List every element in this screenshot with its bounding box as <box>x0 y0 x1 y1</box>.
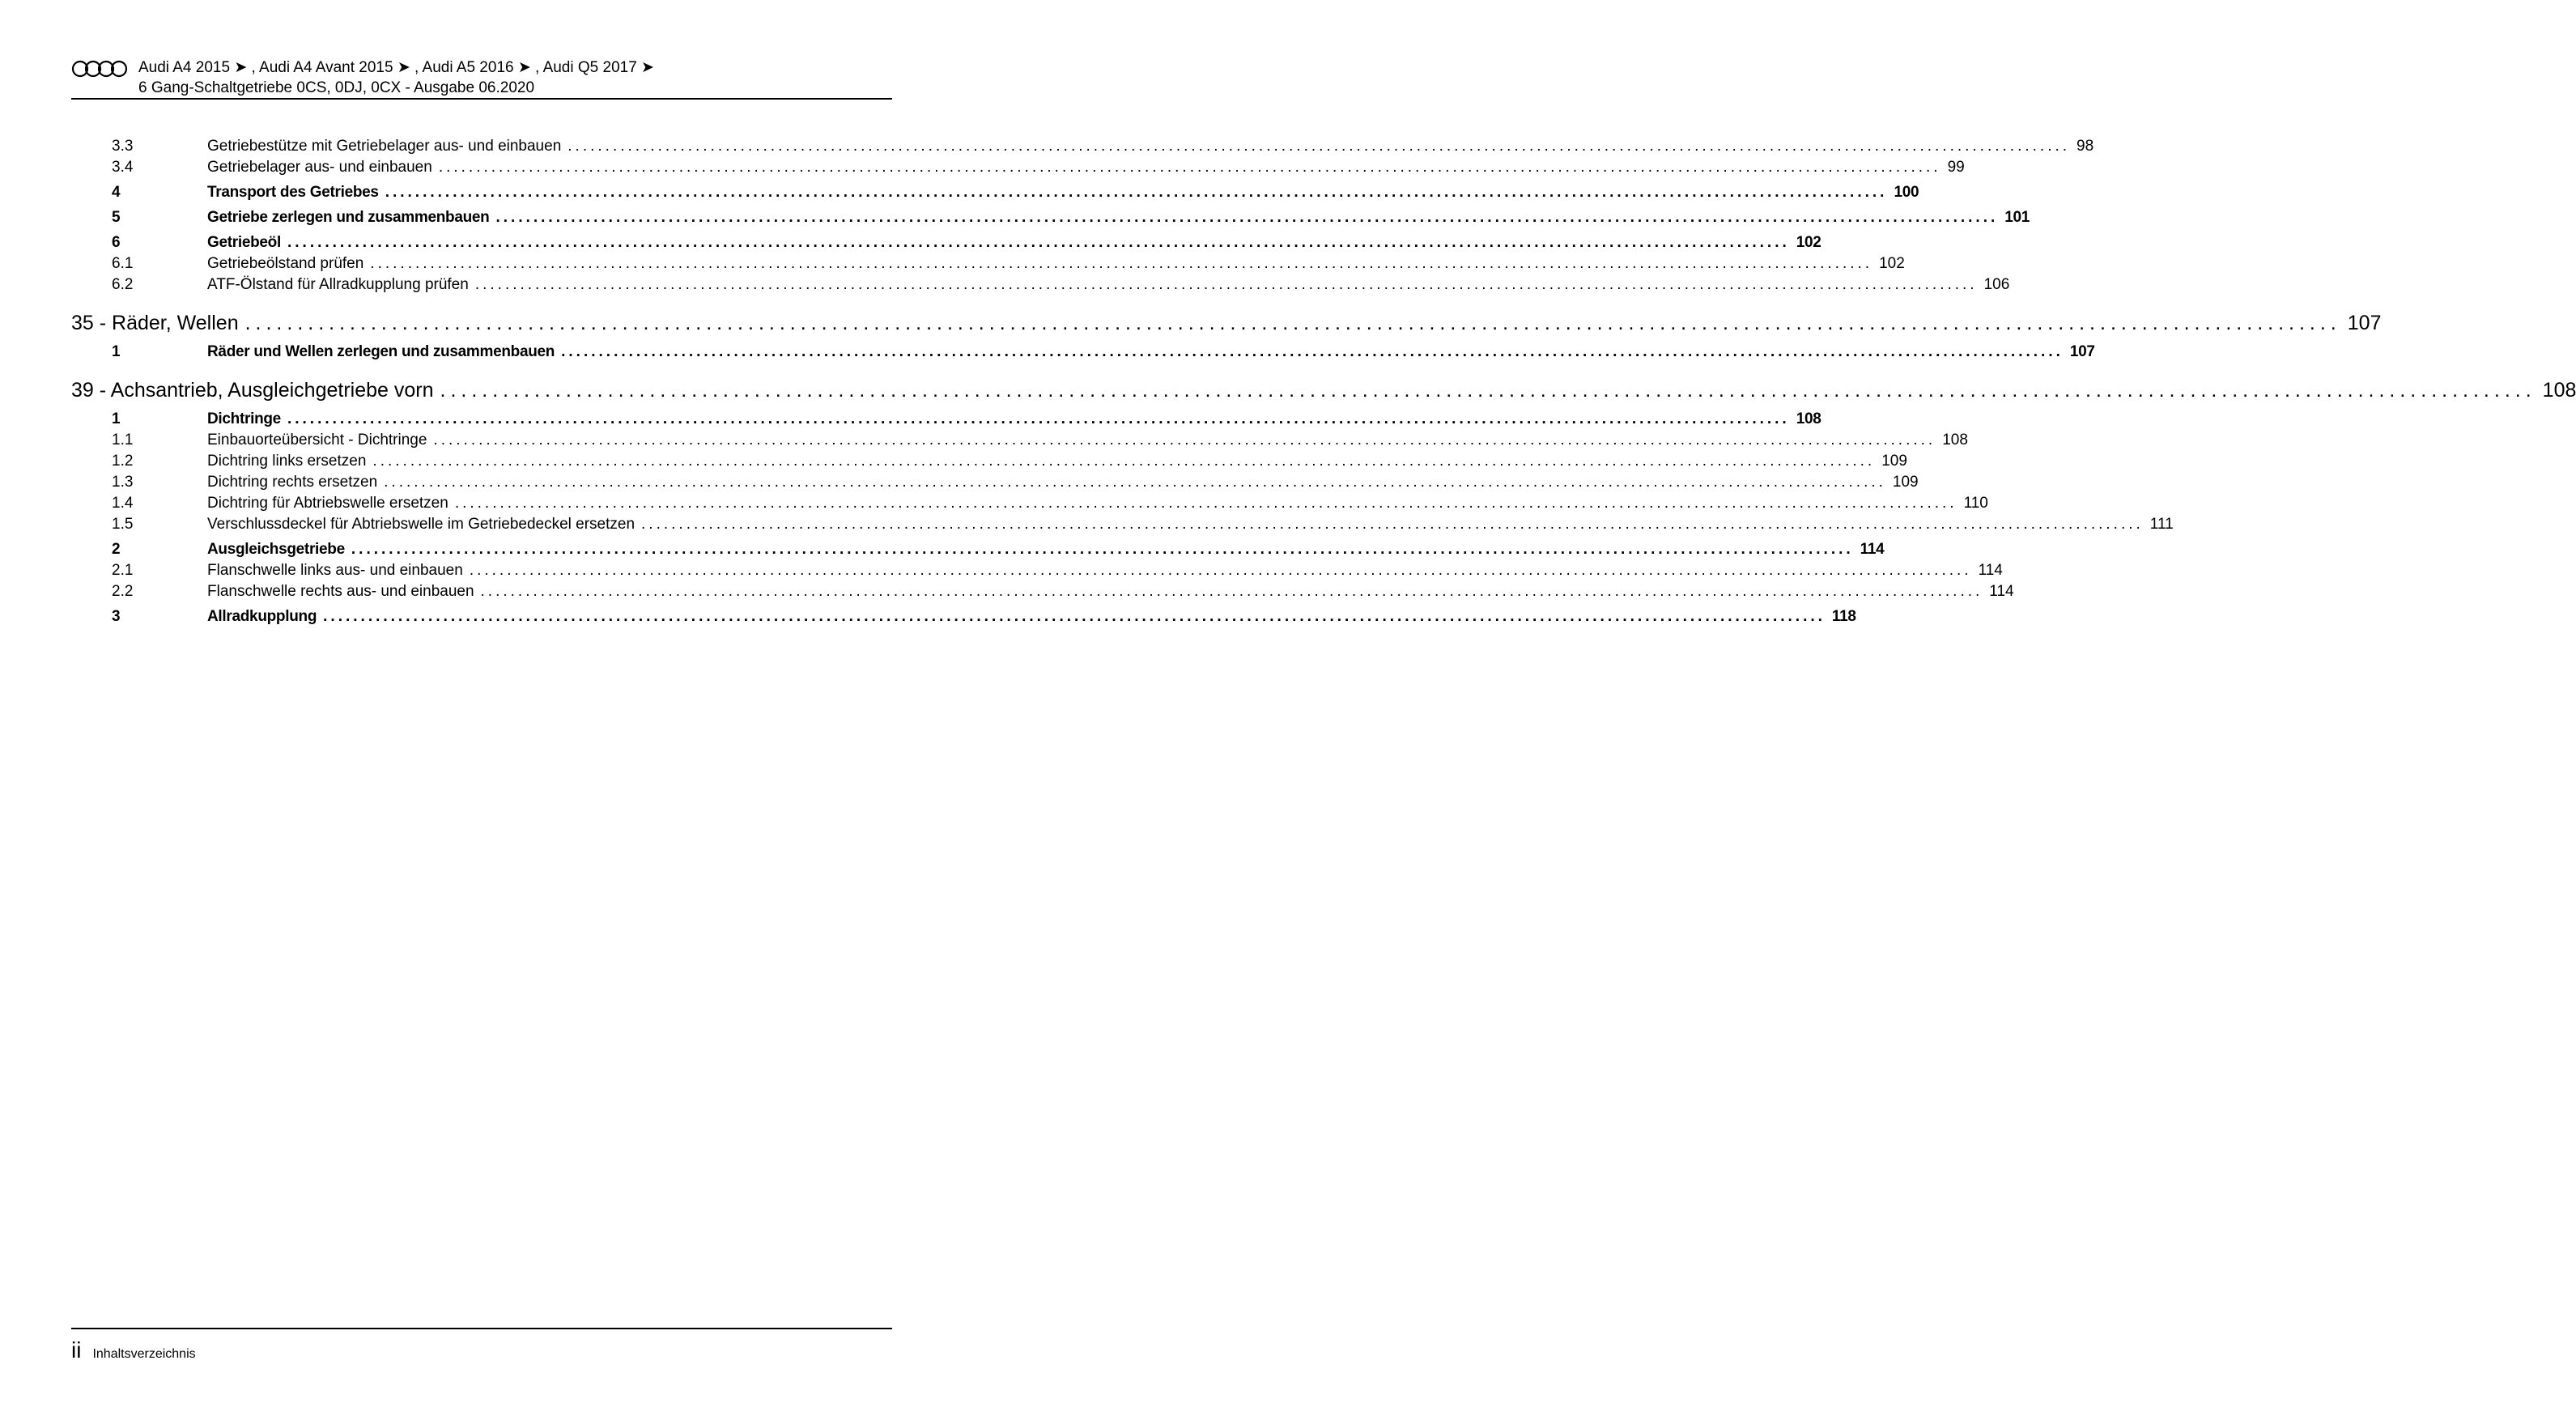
toc-dot-leader: ........................................................................................................................................................................................................ <box>440 379 2536 402</box>
toc-subsection-entry[interactable] <box>71 516 2174 537</box>
toc-subsection-entry[interactable] <box>71 495 1988 516</box>
toc-entry-number: 1.4 <box>112 495 134 512</box>
toc-entry-number: 3.4 <box>112 159 134 176</box>
toc-dot-leader: ........................................................................................................................................................................................................ <box>244 312 2341 334</box>
toc-entry-page: 109 <box>1892 474 1919 491</box>
toc-entry-page: 101 <box>2004 209 2030 226</box>
header-vehicle-models: Audi A4 2015 ➤ , Audi A4 Avant 2015 ➤ , Audi A5 2016 ➤ , Audi Q5 2017 ➤ <box>138 59 654 76</box>
toc-dot-leader: ........................................................................................................................................................................................................ <box>480 583 1983 600</box>
toc-entry-title: Getriebestütze mit Getriebelager aus- und einbauen <box>207 138 562 155</box>
table-of-contents <box>71 138 2576 629</box>
toc-dot-leader: ........................................................................................................................................................................................................ <box>474 276 1978 293</box>
toc-entry-page: 109 <box>1881 453 1907 470</box>
toc-entry-title: ATF-Ölstand für Allradkupplung prüfen <box>207 276 469 293</box>
toc-entry-number: 5 <box>112 209 121 226</box>
toc-chapter-entry[interactable] <box>71 312 2382 339</box>
toc-chapter-entry[interactable] <box>71 379 2576 406</box>
toc-dot-leader: ........................................................................................................................................................................................................ <box>287 234 1790 251</box>
toc-entry-title: Räder und Wellen zerlegen und zusammenbauen <box>207 343 555 360</box>
toc-entry-number: 6.1 <box>112 255 134 272</box>
toc-section-entry[interactable] <box>71 410 1821 432</box>
page-footer <box>71 1337 196 1363</box>
toc-dot-leader: ........................................................................................................................................................................................................ <box>641 516 2144 533</box>
toc-subsection-entry[interactable] <box>71 255 1905 276</box>
toc-entry-number: 1.1 <box>112 432 134 449</box>
toc-entry-page: 111 <box>2149 516 2174 533</box>
toc-subsection-entry[interactable] <box>71 432 1968 453</box>
page-header <box>71 57 892 99</box>
toc-entry-number: 1 <box>112 343 121 360</box>
header-divider <box>71 98 892 100</box>
toc-section-entry[interactable] <box>71 541 1885 562</box>
toc-dot-leader: ........................................................................................................................................................................................................ <box>495 209 1999 226</box>
toc-entry-page: 102 <box>1796 234 1821 251</box>
toc-entry-number: 2.1 <box>112 562 134 579</box>
footer-divider <box>71 1328 892 1329</box>
toc-dot-leader: ........................................................................................................................................................................................................ <box>384 474 1886 491</box>
toc-dot-leader: ........................................................................................................................................................................................................ <box>370 255 1873 272</box>
toc-entry-title: 39 - Achsantrieb, Ausgleichgetriebe vorn <box>71 379 434 402</box>
toc-section-entry[interactable] <box>71 608 1856 629</box>
toc-dot-leader: ........................................................................................................................................................................................................ <box>438 159 1941 176</box>
toc-subsection-entry[interactable] <box>71 276 2010 297</box>
toc-entry-title: Transport des Getriebes <box>207 184 379 201</box>
toc-entry-page: 107 <box>2347 312 2382 334</box>
toc-dot-leader: ........................................................................................................................................................................................................ <box>351 541 1854 558</box>
toc-entry-number: 1.5 <box>112 516 134 533</box>
toc-entry-title: Flanschwelle links aus- und einbauen <box>207 562 463 579</box>
toc-subsection-entry[interactable] <box>71 159 1965 180</box>
toc-entry-page: 99 <box>1947 159 1965 176</box>
toc-entry-number: 6 <box>112 234 121 251</box>
toc-entry-page: 108 <box>1942 432 1968 449</box>
toc-entry-page: 118 <box>1831 608 1856 625</box>
toc-entry-page: 106 <box>1983 276 2010 293</box>
toc-subsection-entry[interactable] <box>71 138 2094 159</box>
toc-entry-page: 114 <box>1989 583 2014 600</box>
toc-entry-title: Einbauorteübersicht - Dichtringe <box>207 432 427 449</box>
toc-subsection-entry[interactable] <box>71 562 2003 583</box>
toc-entry-title: Dichtring für Abtriebswelle ersetzen <box>207 495 448 512</box>
toc-section-entry[interactable] <box>71 234 1821 255</box>
toc-entry-page: 114 <box>1860 541 1885 558</box>
toc-dot-leader: ........................................................................................................................................................................................................ <box>567 138 2071 155</box>
toc-entry-page: 110 <box>1963 495 1988 512</box>
toc-entry-number: 1.3 <box>112 474 134 491</box>
toc-subsection-entry[interactable] <box>71 583 2014 604</box>
toc-entry-page: 100 <box>1894 184 1919 201</box>
toc-dot-leader: ........................................................................................................................................................................................................ <box>469 562 1972 579</box>
toc-entry-title: Getriebeölstand prüfen <box>207 255 364 272</box>
toc-dot-leader: ........................................................................................................................................................................................................ <box>454 495 1958 512</box>
toc-entry-number: 2.2 <box>112 583 134 600</box>
toc-entry-page: 108 <box>2542 379 2576 402</box>
toc-entry-title: Dichtringe <box>207 410 281 427</box>
toc-section-entry[interactable] <box>71 184 1919 205</box>
toc-entry-number: 1.2 <box>112 453 134 470</box>
toc-dot-leader: ........................................................................................................................................................................................................ <box>372 453 1876 470</box>
toc-entry-title: Verschlussdeckel für Abtriebswelle im Getriebedeckel ersetzen <box>207 516 635 533</box>
footer-section-label: Inhaltsverzeichnis <box>92 1347 196 1361</box>
toc-dot-leader: ........................................................................................................................................................................................................ <box>323 608 1826 625</box>
toc-dot-leader: ........................................................................................................................................................................................................ <box>433 432 1936 449</box>
toc-entry-title: Allradkupplung <box>207 608 317 625</box>
toc-dot-leader: ........................................................................................................................................................................................................ <box>561 343 2064 360</box>
page-number: ii <box>71 1337 82 1363</box>
toc-entry-number: 4 <box>112 184 121 201</box>
toc-entry-page: 108 <box>1796 410 1821 427</box>
toc-entry-title: Dichtring rechts ersetzen <box>207 474 378 491</box>
toc-entry-title: Getriebelager aus- und einbauen <box>207 159 432 176</box>
audi-rings-icon <box>71 60 128 82</box>
toc-entry-number: 2 <box>112 541 121 558</box>
toc-entry-page: 102 <box>1879 255 1905 272</box>
toc-entry-title: Getriebe zerlegen und zusammenbauen <box>207 209 490 226</box>
toc-subsection-entry[interactable] <box>71 453 1907 474</box>
toc-section-entry[interactable] <box>71 343 2095 364</box>
toc-section-entry[interactable] <box>71 209 2030 230</box>
toc-dot-leader: ........................................................................................................................................................................................................ <box>385 184 1888 201</box>
toc-entry-page: 107 <box>2069 343 2095 360</box>
toc-entry-title: Getriebeöl <box>207 234 281 251</box>
toc-entry-page: 98 <box>2077 138 2094 155</box>
toc-entry-title: Dichtring links ersetzen <box>207 453 367 470</box>
toc-subsection-entry[interactable] <box>71 474 1919 495</box>
header-manual-title: 6 Gang-Schaltgetriebe 0CS, 0DJ, 0CX - Ausgabe 06.2020 <box>138 79 535 96</box>
toc-dot-leader: ........................................................................................................................................................................................................ <box>287 410 1790 427</box>
toc-entry-page: 114 <box>1978 562 2003 579</box>
toc-entry-title: Flanschwelle rechts aus- und einbauen <box>207 583 474 600</box>
toc-entry-title: Ausgleichsgetriebe <box>207 541 345 558</box>
toc-entry-title: 35 - Räder, Wellen <box>71 312 239 334</box>
toc-entry-number: 3.3 <box>112 138 134 155</box>
toc-entry-number: 3 <box>112 608 121 625</box>
toc-entry-number: 1 <box>112 410 121 427</box>
toc-entry-number: 6.2 <box>112 276 134 293</box>
